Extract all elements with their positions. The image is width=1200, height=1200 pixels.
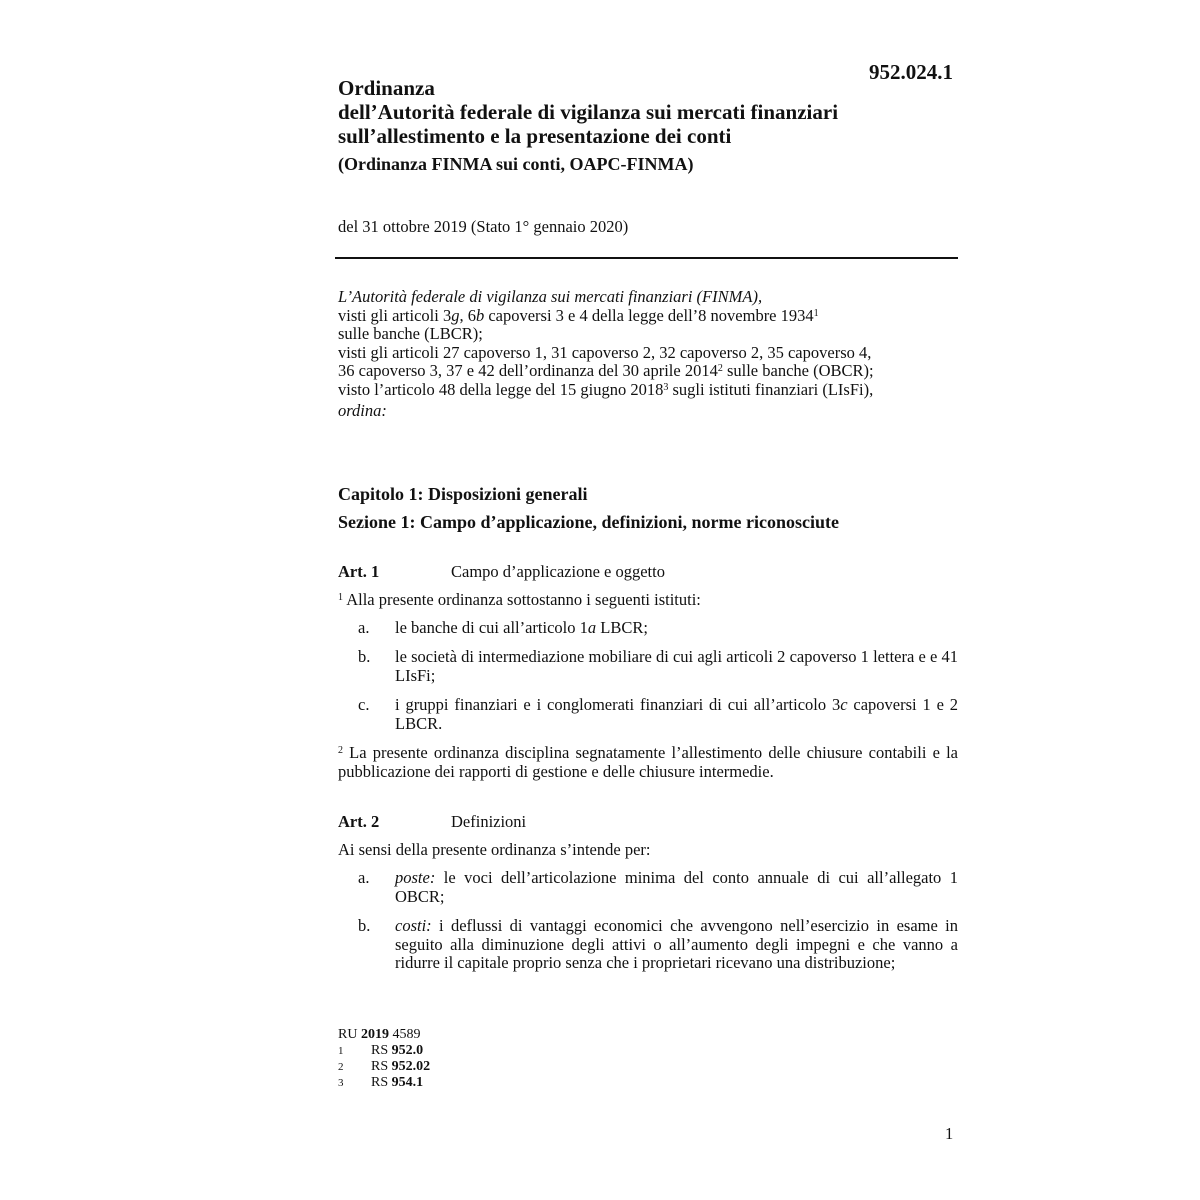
document-subtitle: (Ordinanza FINMA sui conti, OAPC-FINMA) — [338, 154, 694, 174]
list-item: b. costi: i deflussi di vantaggi economici che avvengono nell’esercizio in esame in seguito alla diminuzione degli attivi o all’aumento degli impegni e che vanno a ridurre il capitale proprio senza che i proprietari ricevano una distribuzione; — [358, 916, 958, 972]
article-number: Art. 2 — [338, 812, 380, 831]
article-number: Art. 1 — [338, 562, 380, 581]
paragraph-number: 1 — [338, 592, 343, 603]
preamble-line: visti gli articoli 27 capoverso 1, 31 capoverso 2, 32 capoverso 2, 35 capoverso 4, — [338, 342, 872, 362]
title-line: dell’Autorità federale di vigilanza sui mercati finanziari — [338, 100, 839, 124]
paragraph-number: 2 — [338, 745, 343, 756]
article-1-paragraph-1: $^1$ Alla presente ordinanza sottostanno i seguenti istituti: — [338, 590, 701, 609]
list-item: a. poste: le voci dell’articolazione minima del conto annuale di cui all’allegato 1 OBCR; — [358, 868, 958, 906]
list-item: c. i gruppi finanziari e i conglomerati finanziari di cui all’articolo 3c capoversi 1 e 2 LBCR. — [358, 695, 959, 733]
document-date: del 31 ottobre 2019 (Stato 1° gennaio 2020) — [338, 217, 629, 236]
preamble-line: sulle banche (LBCR); — [338, 324, 483, 343]
preamble-line: 36 capoverso 3, 37 e 42 dell’ordinanza del 30 aprile 2014$^2$ sulle banche (OBCR); — [338, 361, 874, 380]
footnote: 1 RS 952.0 — [338, 1043, 424, 1058]
page-number: 1 — [945, 1124, 954, 1143]
footnotes — [338, 1027, 430, 1091]
preamble-ordina: ordina: — [338, 401, 387, 420]
title-line: Ordinanza — [338, 76, 435, 100]
list-item: a. le banche di cui all’articolo 1a LBCR; — [358, 618, 648, 637]
article-1-paragraph-2: $^2$ La presente ordinanza disciplina segnatamente l’allestimento delle chiusure contabili e la pubblicazione dei rapporti di gestione e delle chiusure intermedie. — [338, 743, 958, 781]
article-title: Campo d’applicazione e oggetto — [451, 562, 665, 581]
section-heading: Sezione 1: Campo d’applicazione, definizioni, norme riconosciute — [338, 512, 839, 532]
chapter-heading: Capitolo 1: Disposizioni generali — [338, 484, 588, 504]
preamble-line: visto l’articolo 48 della legge del 15 giugno 2018$^3$ sugli istituti finanziari (LIsFi), — [338, 379, 874, 399]
ru-reference: RU 2019 4589 — [338, 1027, 421, 1042]
footnote-ref[interactable]: 1 — [813, 307, 819, 319]
document-title — [338, 76, 838, 148]
article-1-heading — [338, 562, 665, 582]
article-2-heading — [338, 812, 526, 832]
title-line: sull’allestimento e la presentazione dei conti — [338, 124, 732, 148]
sr-number: 952.024.1 — [869, 60, 953, 84]
preamble-line: visti gli articoli 3g, 6b capoversi 3 e 4 della legge dell’8 novembre 1934$^1$ — [338, 305, 819, 325]
footnote: 2 RS 952.02 — [338, 1059, 431, 1074]
preamble — [338, 288, 958, 421]
footnote-ref[interactable]: 3 — [663, 381, 669, 393]
footnote-ref[interactable]: 2 — [717, 363, 723, 374]
article-title: Definizioni — [451, 812, 527, 831]
footnote: 3 RS 954.1 — [338, 1075, 424, 1090]
article-2-intro: Ai sensi della presente ordinanza s’intende per: — [338, 840, 651, 859]
list-item: b. le società di intermediazione mobiliare di cui agli articoli 2 capoverso 1 lettera e e 41 LIsFi; — [358, 647, 958, 685]
preamble-authority: L’Autorità federale di vigilanza sui mercati finanziari (FINMA), — [338, 287, 763, 306]
horizontal-divider — [335, 257, 958, 259]
